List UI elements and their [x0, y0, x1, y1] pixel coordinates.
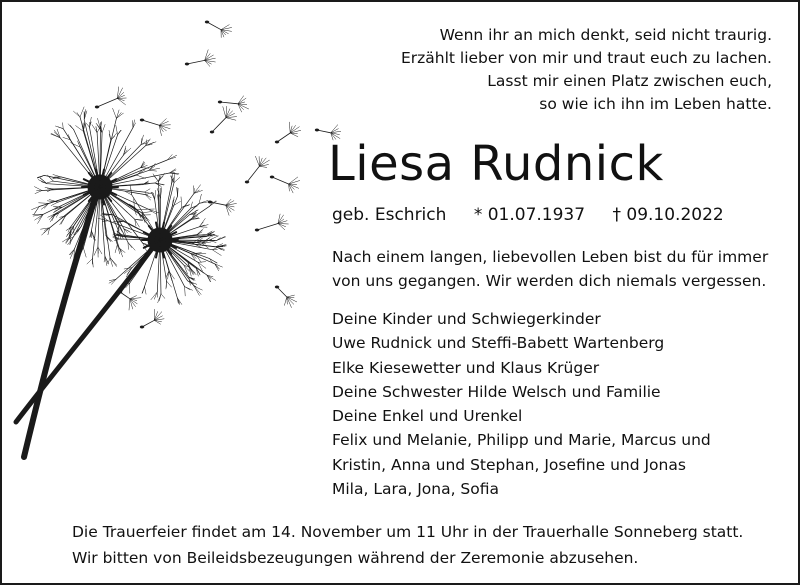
poem-line: Lasst mir einen Platz zwischen euch,	[401, 70, 772, 93]
mourner-line: Deine Schwester Hilde Welsch und Familie	[332, 380, 711, 404]
mourners-list	[332, 307, 711, 501]
mourner-line: Uwe Rudnick und Steffi-Babett Wartenberg	[332, 331, 711, 355]
life-dates	[332, 205, 724, 225]
mourner-line: Deine Kinder und Schwiegerkinder	[332, 307, 711, 331]
birth-date: * 01.07.1937	[474, 205, 585, 225]
poem	[401, 24, 772, 116]
farewell-line: von uns gegangen. Wir werden dich niemals vergessen.	[332, 269, 768, 293]
mourner-line: Elke Kiesewetter und Klaus Krüger	[332, 356, 711, 380]
mourner-line: Mila, Lara, Jona, Sofia	[332, 477, 711, 501]
ceremony-line: Die Trauerfeier findet am 14. November um 11 Uhr in der Trauerhalle Sonneberg statt.	[72, 519, 743, 545]
poem-line: Wenn ihr an mich denkt, seid nicht traurig.	[401, 24, 772, 47]
mourner-line: Deine Enkel und Urenkel	[332, 404, 711, 428]
poem-line: Erzählt lieber von mir und traut euch zu lachen.	[401, 47, 772, 70]
deceased-name: Liesa Rudnick	[328, 136, 664, 192]
farewell-line: Nach einem langen, liebevollen Leben bist du für immer	[332, 245, 768, 269]
ceremony-line: Wir bitten von Beileidsbezeugungen während der Zeremonie abzusehen.	[72, 545, 743, 571]
farewell-text	[332, 245, 768, 293]
ceremony-notice	[72, 519, 743, 571]
death-date: † 09.10.2022	[612, 205, 723, 225]
mourner-line: Felix und Melanie, Philipp und Marie, Marcus und	[332, 428, 711, 452]
maiden-name: geb. Eschrich	[332, 205, 446, 225]
mourner-line: Kristin, Anna und Stephan, Josefine und Jonas	[332, 453, 711, 477]
poem-line: so wie ich ihn im Leben hatte.	[401, 93, 772, 116]
